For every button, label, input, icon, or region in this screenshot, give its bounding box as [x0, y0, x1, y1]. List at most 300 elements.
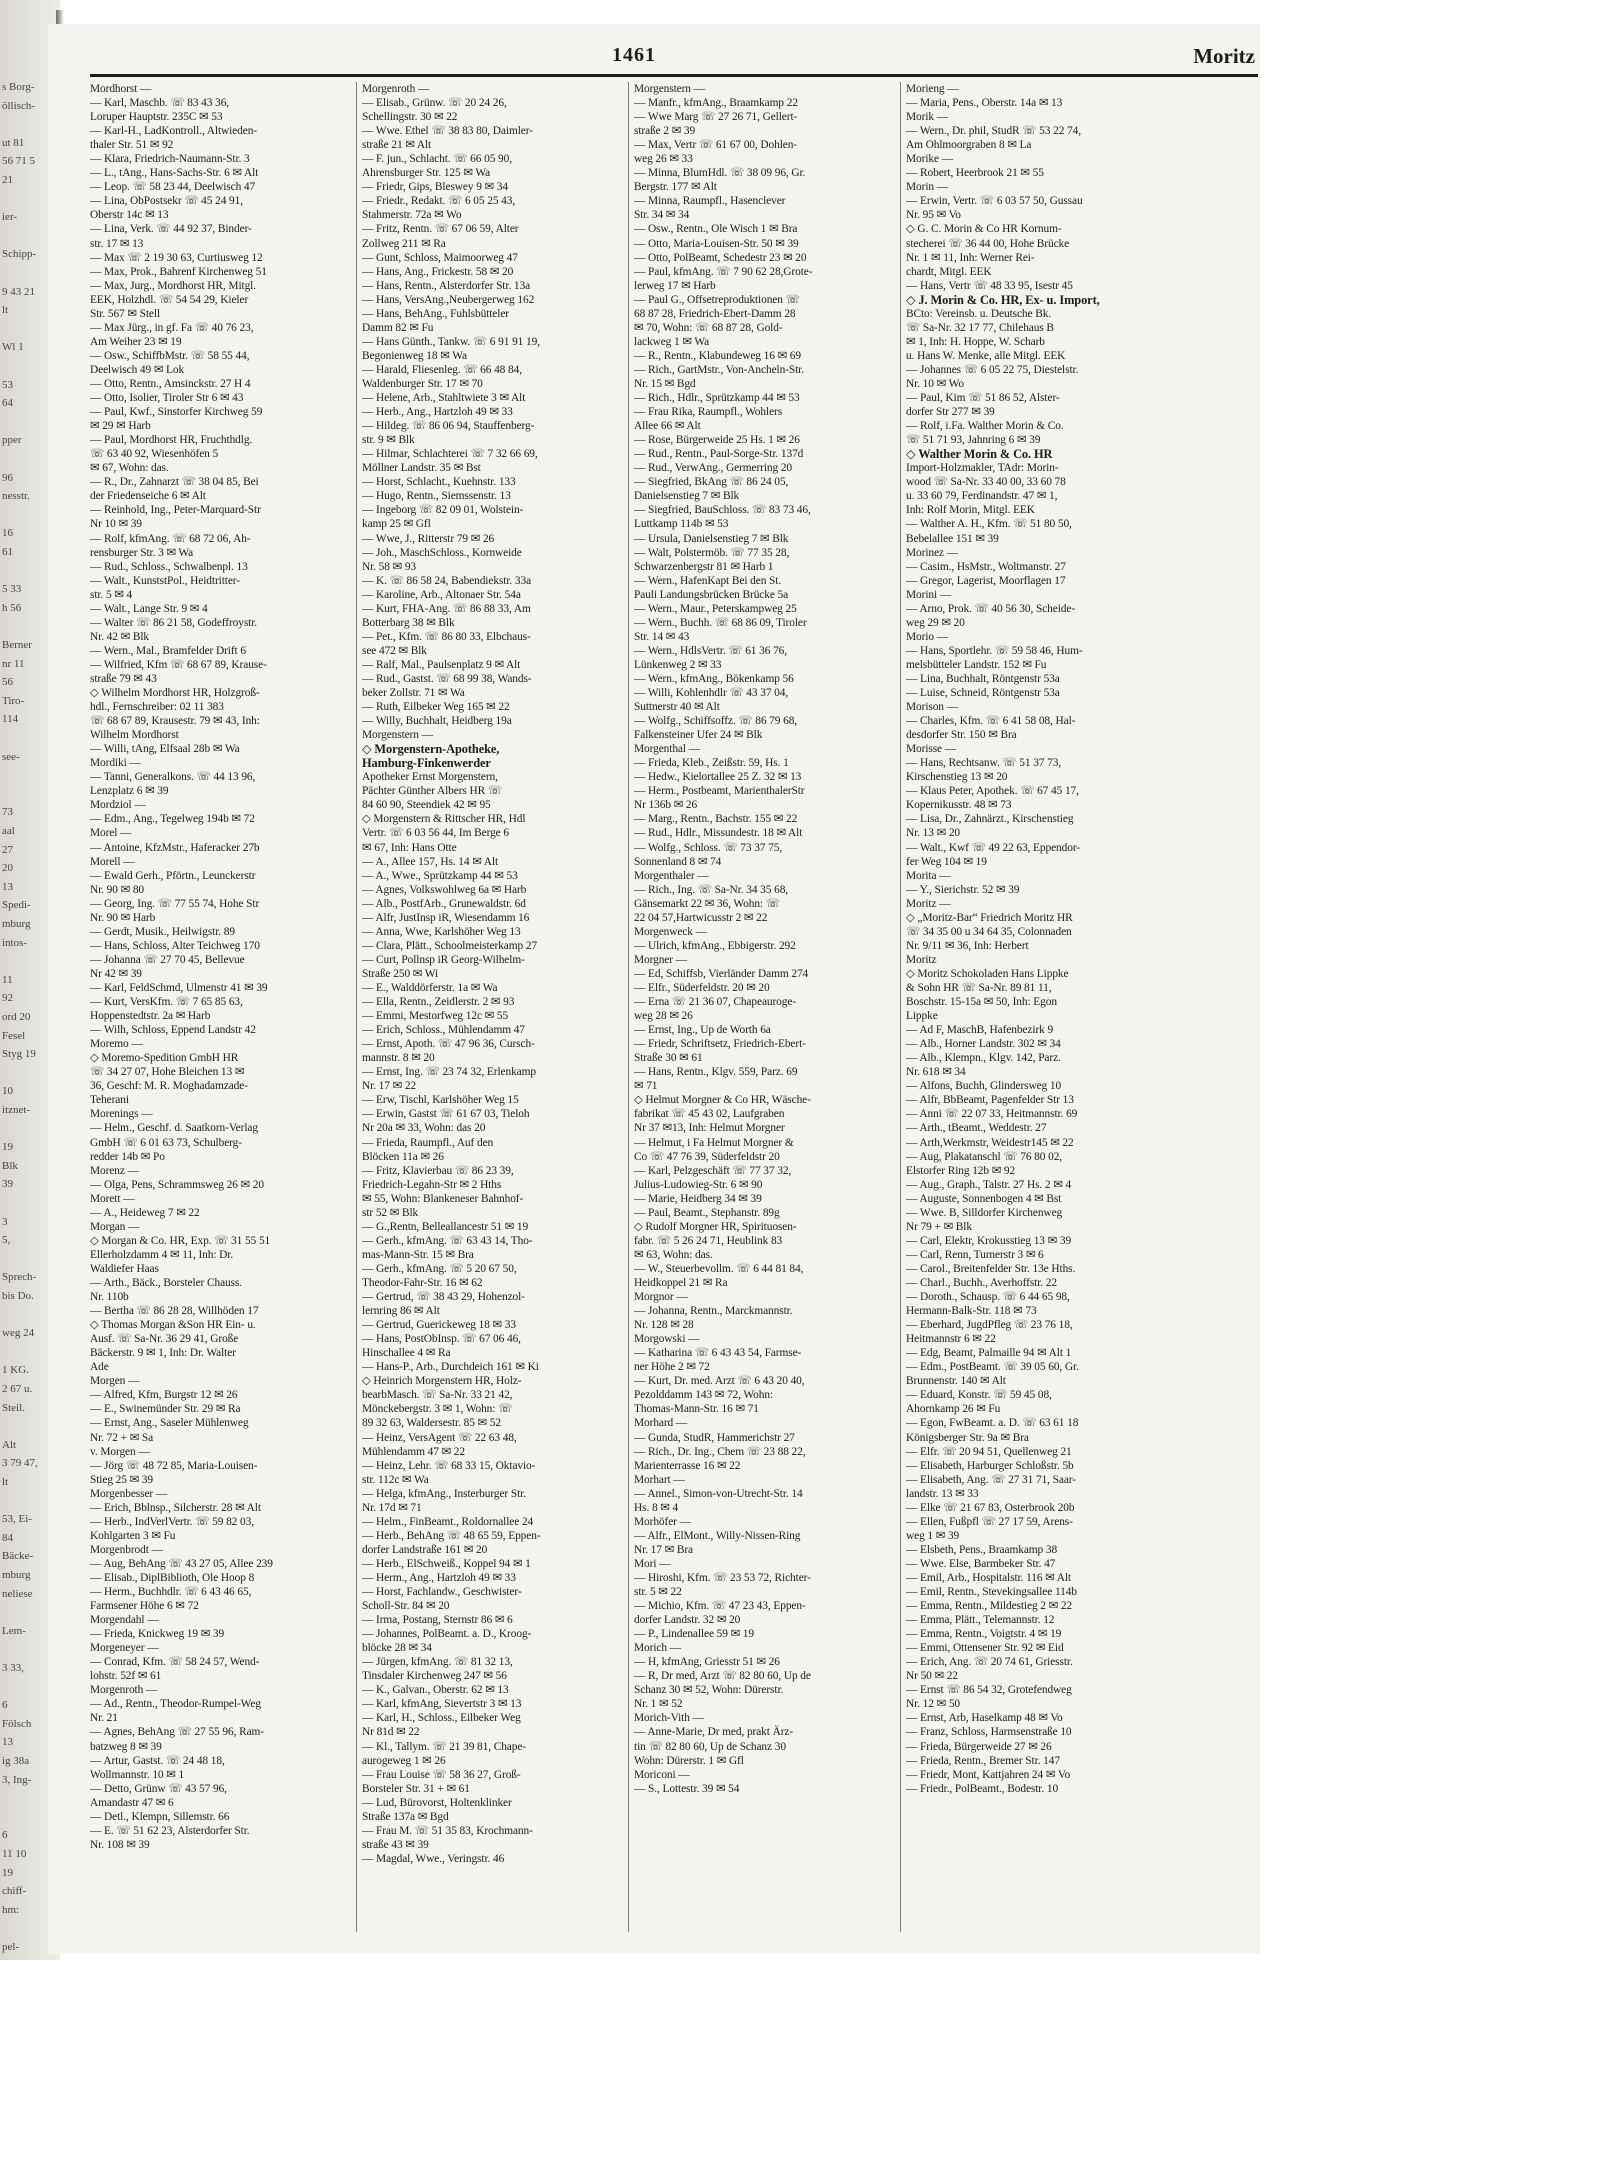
directory-entry-line: — Helm., FinBeamt., Roldornallee 24	[362, 1515, 534, 1528]
directory-entry-line: — Otto, Rentn., Amsinckstr. 27 H 4	[90, 377, 251, 390]
directory-entry-line: Wilhelm Mordhorst	[90, 729, 179, 742]
directory-entry-line: — Eduard, Konstr. ☏ 59 45 08,	[906, 1389, 1052, 1402]
directory-entry-line: — E., Swinemünder Str. 29 ✉ Ra	[90, 1403, 241, 1416]
directory-entry-line: ◇ Helmut Morgner & Co HR, Wäsche-	[634, 1094, 811, 1107]
surname-heading: Morgeneyer —	[90, 1642, 159, 1655]
surname-heading: Morieng —	[906, 83, 959, 95]
directory-entry-line: Lippke	[906, 1010, 938, 1023]
directory-entry-line: Kohlgarten 3 ✉ Fu	[90, 1529, 176, 1542]
directory-entry-line: Nr. 108 ✉ 39	[90, 1838, 150, 1851]
directory-entry-line: — Leop. ☏ 58 23 44, Deelwisch 47	[90, 181, 256, 194]
surname-heading: Morhard —	[634, 1417, 688, 1430]
directory-entry-line: 36, Geschf: M. R. Moghadamzade-	[90, 1080, 248, 1093]
gutter-fragment: 11	[2, 973, 13, 986]
directory-entry-line: — Rich., Dr. Ing., Chem ☏ 23 88 22,	[634, 1445, 806, 1458]
directory-entry-line: — A., Heideweg 7 ✉ 22	[90, 1206, 200, 1219]
gutter-fragment: 84	[2, 1531, 13, 1544]
directory-entry-line: — Detto, Grünw ☏ 43 57 96,	[90, 1782, 227, 1795]
directory-entry-line: Bergstr. 177 ✉ Alt	[634, 181, 717, 194]
directory-entry-line: — Max, Jurg., Mordhorst HR, Mitgl.	[90, 279, 256, 292]
directory-entry-line: — Herb., BehAng ☏ 48 65 59, Eppen-	[362, 1529, 541, 1542]
directory-entry-line: Hermann-Balk-Str. 118 ✉ 73	[906, 1305, 1037, 1318]
directory-entry-line: — Edg, Beamt, Palmaille 94 ✉ Alt 1	[906, 1347, 1072, 1360]
directory-entry-line: — Herb., Ang., Hartzloh 49 ✉ 33	[362, 406, 513, 419]
directory-entry-line: Ellerholzdamm 4 ✉ 11, Inh: Dr.	[90, 1248, 234, 1261]
directory-entry-line: Nr. 1 ✉ 11, Inh: Werner Rei-	[906, 251, 1035, 264]
directory-entry-line: — Curt, Pollnsp iR Georg-Wilhelm-	[362, 953, 525, 966]
gutter-fragment: neliese	[2, 1587, 33, 1600]
gutter-fragment: aal	[2, 825, 15, 837]
directory-entry-line: Hamburg-Finkenwerder	[362, 756, 491, 771]
directory-entry-line: — Hans, Vertr ☏ 48 33 95, Isestr 45	[906, 279, 1073, 292]
directory-entry-line: — Lina, ObPostsekr ☏ 45 24 91,	[90, 195, 243, 208]
directory-entry-line: Lünkenweg 2 ✉ 33	[634, 658, 722, 671]
directory-entry-line: — Jörg ☏ 48 72 85, Maria-Louisen-	[90, 1459, 258, 1472]
directory-entry-line: — Elfr. ☏ 20 94 51, Quellenweg 21	[906, 1445, 1072, 1458]
directory-entry-line: Theodor-Fahr-Str. 16 ✉ 62	[362, 1276, 483, 1289]
directory-entry-line: — Helga, kfmAng., Insterburger Str.	[362, 1487, 526, 1500]
directory-entry-line: — Alfr, JustInsp iR, Wiesendamm 16	[362, 911, 530, 924]
gutter-fragment: Fölsch	[2, 1717, 32, 1730]
directory-entry-line: u. Hans W. Menke, alle Mitgl. EEK	[906, 349, 1066, 362]
directory-entry-line: — Wern., HdlsVertr. ☏ 61 36 76,	[634, 644, 788, 657]
directory-entry-line: — Arth., tBeamt., Weddestr. 27	[906, 1122, 1047, 1135]
directory-entry-line: Nr. 42 ✉ Blk	[90, 630, 149, 643]
directory-entry-line: Pezolddamm 143 ✉ 72, Wohn:	[634, 1389, 774, 1402]
column-divider	[628, 82, 629, 1932]
directory-entry-line: Nr. 13 ✉ 20	[906, 827, 961, 840]
directory-entry-line: ☏ 63 40 92, Wiesenhöfen 5	[90, 448, 219, 461]
directory-entry-line: ✉ 71	[634, 1080, 658, 1093]
directory-entry-line: — Hans, BehAng., Fuhlsbütteler	[362, 307, 509, 320]
directory-entry-line: — Max Jürg., in gf. Fa ☏ 40 76 23,	[90, 321, 254, 334]
gutter-fragment: 73	[2, 806, 13, 819]
surname-heading: Morini —	[906, 588, 952, 601]
directory-entry-line: — Paul, Kwf., Sinstorfer Kirchweg 59	[90, 406, 263, 419]
directory-entry-line: — Wwe. B, Silldorfer Kirchenweg	[906, 1206, 1063, 1219]
directory-entry-line: — Erwin, Gastst ☏ 61 67 03, Tieloh	[362, 1108, 530, 1121]
directory-entry-line: dorfer Landstr. 32 ✉ 20	[634, 1614, 741, 1627]
directory-entry-line: — Agnes, Volkswohlweg 6a ✉ Harb	[362, 883, 527, 896]
directory-entry-line: rensburger Str. 3 ✉ Wa	[90, 546, 194, 559]
directory-entry-line: — Elsbeth, Pens., Braamkamp 38	[906, 1543, 1058, 1556]
directory-entry-line: str. 17 ✉ 13	[90, 237, 144, 250]
directory-entry-line: Schwarzenbergstr 81 ✉ Harb 1	[634, 560, 774, 573]
directory-entry-line: — Hans, Rechtsanw. ☏ 51 37 73,	[906, 757, 1062, 770]
directory-entry-line: — Detl., Klempn, Sillemstr. 66	[90, 1810, 230, 1823]
directory-entry-line: — Edm., Ang., Tegelweg 194b ✉ 72	[90, 813, 255, 826]
gutter-fragment: h 56	[2, 601, 22, 614]
directory-entry-line: — Johanna, Rentn., Marckmannstr.	[634, 1305, 793, 1318]
directory-entry-line: — Gunda, StudR, Hammerichstr 27	[634, 1431, 795, 1444]
directory-entry-line: Nr 79 + ✉ Blk	[906, 1220, 972, 1233]
directory-entry-line: — Karl, Pelzgeschäft ☏ 77 37 32,	[634, 1164, 792, 1177]
gutter-fragment: Bäcke-	[2, 1550, 34, 1563]
surname-heading: Morenings —	[90, 1108, 153, 1121]
directory-entry-line: — Anna, Wwe, Karlshöher Weg 13	[362, 925, 521, 938]
directory-entry-line: tin ☏ 82 80 60, Up de Schanz 30	[634, 1740, 786, 1753]
gutter-fragment: 3, Ing-	[2, 1773, 32, 1786]
directory-entry-line: — Hugo, Rentn., Siemssenstr. 13	[362, 490, 511, 503]
gutter-fragment: 39	[2, 1178, 13, 1191]
directory-entry-line: Bäckerstr. 9 ✉ 1, Inh: Dr. Walter	[90, 1347, 236, 1360]
gutter-fragment: 11 10	[2, 1848, 27, 1860]
directory-entry-line: ◇ Morgenstern-Apotheke,	[362, 742, 500, 757]
directory-entry-line: Allee 66 ✉ Alt	[634, 420, 701, 433]
directory-entry-line: — Osw., SchiffbMstr. ☏ 58 55 44,	[90, 349, 250, 362]
gutter-fragment: 64	[2, 397, 13, 410]
directory-entry-line: Str. 14 ✉ 43	[634, 630, 690, 643]
directory-entry-line: — Wern., Buchh. ☏ 68 86 09, Tiroler	[634, 616, 807, 629]
directory-entry-line: — Ernst, Apoth. ☏ 47 96 36, Cursch-	[362, 1038, 535, 1051]
directory-entry-line: — Maria, Pens., Oberstr. 14a ✉ 13	[906, 97, 1063, 110]
surname-heading: Morgenstern —	[634, 83, 705, 95]
directory-entry-line: — Rose, Bürgerweide 25 Hs. 1 ✉ 26	[634, 434, 800, 447]
directory-entry-line: — Minna, BlumHdl. ☏ 38 09 96, Gr.	[634, 167, 806, 180]
directory-entry-line: — Hilmar, Schlachterei ☏ 7 32 66 69,	[362, 448, 538, 461]
directory-entry-line: mannstr. 8 ✉ 20	[362, 1052, 435, 1065]
directory-entry-line: — Olga, Pens, Schrammsweg 26 ✉ 20	[90, 1178, 264, 1191]
directory-entry-line: fabrikat ☏ 45 43 02, Laufgraben	[634, 1108, 785, 1121]
directory-entry-line: — Max, Prok., Bahrenf Kirchenweg 51	[90, 265, 267, 278]
directory-entry-line: — Luise, Schneid, Röntgenstr 53a	[906, 687, 1060, 700]
directory-entry-line: — Wwe. Else, Barmbeker Str. 47	[906, 1557, 1056, 1570]
directory-entry-line: — Conrad, Kfm. ☏ 58 24 57, Wend-	[90, 1656, 260, 1669]
directory-entry-line: str. 5 ✉ 22	[634, 1586, 682, 1599]
directory-entry-line: lohstr. 52f ✉ 61	[90, 1670, 162, 1683]
directory-entry-line: — Alb., Klempn., Klgv. 142, Parz.	[906, 1052, 1061, 1065]
directory-entry-line: Apotheker Ernst Morgenstern,	[362, 771, 498, 784]
directory-entry-line: — Ellen, Fußpfl ☏ 27 17 59, Arens-	[906, 1515, 1073, 1528]
gutter-fragment: 5,	[2, 1234, 11, 1247]
directory-entry-line: Import-Holzmakler, TAdr: Morin-	[906, 462, 1059, 475]
directory-entry-line: — Irma, Postang, Sternstr 86 ✉ 6	[362, 1614, 513, 1627]
directory-entry-line: Nr. 15 ✉ Bgd	[634, 377, 696, 390]
directory-entry-line: — Erw, Tischl, Karlshöher Weg 15	[362, 1094, 519, 1107]
directory-entry-line: — Karl, FeldSchmd, Ulmenstr 41 ✉ 39	[90, 982, 268, 994]
directory-entry-line: — Helm., Geschf. d. Saatkorn-Verlag	[90, 1122, 258, 1135]
directory-entry-line: — Ingeborg ☏ 82 09 01, Wolstein-	[362, 504, 524, 517]
directory-entry-line: Kirschenstieg 13 ✉ 20	[906, 771, 1008, 784]
directory-entry-line: der Friedenseiche 6 ✉ Alt	[90, 490, 206, 503]
directory-entry-line: weg 26 ✉ 33	[634, 153, 693, 166]
directory-entry-line: — Pet., Kfm. ☏ 86 80 33, Elbchaus-	[362, 630, 531, 643]
directory-entry-line: — F. jun., Schlacht. ☏ 66 05 90,	[362, 153, 512, 166]
gutter-fragment: lt	[2, 304, 9, 317]
directory-entry-line: — Elisab., Grünw. ☏ 20 24 26,	[362, 97, 507, 110]
surname-heading: Mordziol —	[90, 799, 146, 812]
surname-heading: Moriconi —	[634, 1768, 690, 1781]
directory-entry-line: — Frieda, Knickweg 19 ✉ 39	[90, 1628, 225, 1641]
directory-entry-line: — Fritz, Klavierbau ☏ 86 23 39,	[362, 1164, 514, 1177]
directory-entry-line: — Hiroshi, Kfm. ☏ 23 53 72, Richter-	[634, 1571, 811, 1584]
directory-entry-line: — G.,Rentn, Belleallancestr 51 ✉ 19	[362, 1220, 529, 1233]
surname-heading: Morhart —	[634, 1473, 685, 1486]
directory-entry-line: — Rud., Hdlr., Missundestr. 18 ✉ Alt	[634, 827, 803, 840]
directory-entry-line: ◇ Walther Morin & Co. HR	[906, 447, 1053, 462]
directory-entry-line: — Hans, PostObInsp. ☏ 67 06 46,	[362, 1333, 521, 1346]
directory-entry-line: — Carl, Elektr, Krokusstieg 13 ✉ 39	[906, 1234, 1072, 1247]
gutter-fragment: hm:	[2, 1903, 20, 1916]
directory-entry-line: — Elke ☏ 21 67 83, Osterbrook 20b	[906, 1501, 1075, 1514]
directory-entry-line: — Lina, Buchhalt, Röntgenstr 53a	[906, 672, 1060, 685]
directory-entry-line: — Kurt, VersKfm. ☏ 7 65 85 63,	[90, 996, 243, 1009]
gutter-fragment: 27	[2, 843, 13, 856]
directory-entry-line: — H, kfmAng, Griesstr 51 ✉ 26	[634, 1656, 780, 1669]
directory-entry-line: — Tanni, Generalkons. ☏ 44 13 96,	[90, 771, 256, 784]
directory-entry-line: Loruper Hauptstr. 235C ✉ 53	[90, 111, 223, 124]
directory-entry-line: ◇ Heinrich Morgenstern HR, Holz-	[362, 1375, 522, 1388]
surname-heading: Morgenbesser —	[90, 1487, 168, 1500]
gutter-fragment: 1 KG.	[2, 1364, 29, 1377]
directory-entry-line: melsbütteler Landstr. 152 ✉ Fu	[906, 658, 1047, 671]
directory-entry-line: Moritz	[906, 953, 937, 966]
directory-entry-line: — Frau Rika, Raumpfl., Wohlers	[634, 406, 783, 419]
gutter-fragment: ier-	[2, 211, 18, 224]
directory-entry-line: Möllner Landstr. 35 ✉ Bst	[362, 462, 481, 475]
directory-entry-line: Nr. 618 ✉ 34	[906, 1066, 966, 1079]
gutter-fragment: nesstr.	[2, 490, 30, 503]
surname-heading: Morgner —	[634, 953, 687, 966]
directory-entry-line: Hinschallee 4 ✉ Ra	[362, 1347, 451, 1360]
gutter-fragment: Styg 19	[2, 1048, 36, 1061]
directory-entry-line: ☏ 34 27 07, Hohe Bleichen 13 ✉	[90, 1066, 245, 1079]
directory-entry-line: 22 04 57,Hartwicusstr 2 ✉ 22	[634, 911, 768, 924]
directory-entry-line: ☏ Sa-Nr. 32 17 77, Chilehaus B	[906, 321, 1054, 334]
directory-entry-line: Nr. 12 ✉ 50	[906, 1698, 961, 1711]
directory-entry-line: — Auguste, Sonnenbogen 4 ✉ Bst	[906, 1192, 1062, 1205]
gutter-fragment: 56 71 5	[2, 155, 35, 168]
directory-entry-line: — Alfr, BbBeamt, Pagenfelder Str 13	[906, 1094, 1074, 1107]
directory-entry-line: weg 29 ✉ 20	[906, 616, 965, 629]
surname-heading: Morgenstern —	[362, 729, 433, 742]
directory-entry-line: — Paul, Beamt., Stephanstr. 89g	[634, 1206, 780, 1219]
gutter-fragment: mburg	[2, 918, 31, 930]
directory-entry-line: — Emmi, Ottensener Str. 92 ✉ Eid	[906, 1642, 1064, 1655]
gutter-fragment: 13	[2, 1736, 13, 1749]
directory-entry-line: — Ella, Rentn., Zeidlerstr. 2 ✉ 93	[362, 996, 515, 1009]
gutter-fragment: Wl 1	[2, 341, 24, 354]
directory-entry-line: wood ☏ Sa-Nr. 33 40 00, 33 60 78	[906, 476, 1066, 489]
directory-entry-line: weg 28 ✉ 26	[634, 1010, 693, 1023]
gutter-fragment: 96	[2, 471, 13, 484]
directory-entry-line: — Hans, VersAng.,Neubergerweg 162	[362, 293, 535, 306]
directory-entry-line: — Annel., Simon-von-Utrecht-Str. 14	[634, 1487, 803, 1500]
directory-entry-line: — Alb., PostfArb., Grunewaldstr. 6d	[362, 897, 526, 910]
directory-entry-line: — Rolf, kfmAng. ☏ 68 72 06, Ah-	[90, 532, 251, 545]
directory-entry-line: Vertr. ☏ 6 03 56 44, Im Berge 6	[362, 827, 509, 840]
directory-entry-line: ◇ Wilhelm Mordhorst HR, Holzgroß-	[90, 687, 260, 700]
directory-entry-line: Hs. 8 ✉ 4	[634, 1501, 679, 1514]
directory-entry-line: — Herm., Postbeamt, MarienthalerStr	[634, 785, 805, 798]
directory-entry-line: weg 1 ✉ 39	[906, 1529, 960, 1542]
directory-entry-line: Kopernikusstr. 48 ✉ 73	[906, 799, 1012, 812]
directory-entry-line: — E. ☏ 51 62 23, Alsterdorfer Str.	[90, 1824, 250, 1837]
directory-entry-line: — Franz, Schloss, Harmsenstraße 10	[906, 1726, 1072, 1739]
directory-entry-line: Straße 250 ✉ Wi	[362, 967, 439, 980]
directory-entry-line: Am Ohlmoorgraben 8 ✉ La	[906, 139, 1032, 152]
surname-heading: Morgenthal —	[634, 743, 700, 756]
directory-entry-line: — Edm., PostBeamt. ☏ 39 05 60, Gr.	[906, 1361, 1079, 1374]
directory-entry-line: blöcke 28 ✉ 34	[362, 1642, 432, 1655]
directory-entry-line: — Reinhold, Ing., Peter-Marquard-Str	[90, 504, 261, 517]
surname-heading: Morich-Vith —	[634, 1712, 704, 1725]
directory-entry-line: — Walt., Lange Str. 9 ✉ 4	[90, 602, 208, 615]
directory-entry-line: Boschstr. 15-15a ✉ 50, Inh: Egon	[906, 996, 1057, 1009]
surname-heading: Morgen —	[90, 1375, 140, 1388]
directory-entry-line: Königsberger Str. 9a ✉ Bra	[906, 1431, 1029, 1444]
directory-entry-line: Nr 20a ✉ 33, Wohn: das 20	[362, 1122, 486, 1135]
directory-entry-line: Ausf. ☏ Sa-Nr. 36 29 41, Große	[90, 1333, 239, 1346]
surname-heading: Morgenweck —	[634, 925, 707, 938]
surname-heading: Morgendahl —	[90, 1614, 159, 1627]
directory-entry-line: — Friedr., Redakt. ☏ 6 05 25 43,	[362, 195, 516, 208]
directory-entry-line: straße 2 ✉ 39	[634, 125, 696, 138]
directory-entry-line: see 472 ✉ Blk	[362, 644, 427, 657]
directory-entry-line: Luttkamp 114b ✉ 53	[634, 518, 729, 531]
directory-entry-line: Oberstr 14c ✉ 13	[90, 209, 169, 222]
column-divider	[356, 82, 357, 1932]
directory-entry-line: Nr. 9/11 ✉ 36, Inh: Herbert	[906, 939, 1029, 952]
directory-entry-line: — Hans Günth., Tankw. ☏ 6 91 91 19,	[362, 335, 540, 348]
directory-entry-line: Nr 10 ✉ 39	[90, 518, 142, 531]
gutter-fragment: bis Do.	[2, 1290, 34, 1302]
directory-entry-line: — Alfons, Buchh, Glindersweg 10	[906, 1080, 1062, 1093]
directory-entry-line: — Heinz, VersAgent ☏ 22 63 48,	[362, 1431, 517, 1444]
directory-entry-line: stecherei ☏ 36 44 00, Hohe Brücke	[906, 237, 1070, 250]
directory-entry-line: — Ursula, Danielsenstieg 7 ✉ Blk	[634, 532, 789, 545]
directory-entry-line: ✉ 29 ✉ Harb	[90, 420, 151, 433]
surname-heading: Morgenroth —	[362, 83, 430, 95]
directory-entry-line: Nr. 110b	[90, 1291, 129, 1304]
gutter-fragment: 114	[2, 713, 19, 726]
directory-entry-line: — Frau M. ☏ 51 35 83, Krochmann-	[362, 1824, 533, 1837]
gutter-fragment: 5 33	[2, 583, 22, 596]
directory-entry-line: — Walther A. H., Kfm. ☏ 51 80 50,	[906, 518, 1072, 531]
surname-heading: Morgnor —	[634, 1291, 688, 1304]
directory-entry-line: — Ernst, Ing., Up de Worth 6a	[634, 1024, 771, 1037]
directory-entry-line: — Lina, Verk. ☏ 44 92 37, Binder-	[90, 223, 252, 236]
surname-heading: Moremo —	[90, 1038, 143, 1051]
directory-entry-line: Amandastr 47 ✉ 6	[90, 1796, 174, 1809]
directory-entry-line: — Emma, Plätt., Telemannstr. 12	[906, 1614, 1055, 1627]
directory-entry-line: — Walt., Kwf ☏ 49 22 63, Eppendor-	[906, 841, 1080, 854]
gutter-fragment: 19	[2, 1141, 13, 1154]
surname-heading: Morett —	[90, 1192, 135, 1205]
directory-entry-line: GmbH ☏ 6 01 63 73, Schulberg-	[90, 1136, 242, 1149]
directory-entry-line: — Arth,Werkmstr, Weidestr145 ✉ 22	[906, 1136, 1074, 1149]
directory-entry-line: str. 112c ✉ Wa	[362, 1473, 429, 1486]
directory-entry-line: — Friedr., PolBeamt., Bodestr. 10	[906, 1782, 1059, 1795]
directory-entry-line: — Gertrud, Guerickeweg 18 ✉ 33	[362, 1319, 516, 1332]
directory-entry-line: — Anni ☏ 22 07 33, Heitmannstr. 69	[906, 1108, 1078, 1121]
surname-heading: Morenz —	[90, 1164, 139, 1177]
surname-heading: Morich —	[634, 1642, 681, 1655]
directory-entry-line: — S., Lottestr. 39 ✉ 54	[634, 1782, 740, 1795]
directory-entry-line: — Walt., KunststPol., Heidtritter-	[90, 574, 240, 587]
directory-entry-line: straße 21 ✉ Alt	[362, 139, 432, 152]
directory-entry-line: — Rich., Hdlr., Sprützkamp 44 ✉ 53	[634, 392, 800, 405]
directory-entry-line: — Rud., Schloss., Schwalbenpl. 13	[90, 560, 248, 573]
directory-entry-line: Nr. 21	[90, 1712, 118, 1725]
directory-entry-line: Gänsemarkt 22 ✉ 36, Wohn: ☏	[634, 897, 780, 910]
directory-entry-line: Zollweg 211 ✉ Ra	[362, 237, 446, 250]
gutter-fragment: öllisch-	[2, 99, 35, 112]
directory-entry-line: — Friedr, Mont, Kattjahren 24 ✉ Vo	[906, 1768, 1071, 1781]
surname-heading: Morisse —	[906, 743, 957, 756]
directory-entry-line: — Willi, tAng, Elfsaal 28b ✉ Wa	[90, 743, 240, 756]
directory-entry-line: — R., Dr., Zahnarzt ☏ 38 04 85, Bei	[90, 476, 259, 489]
directory-entry-line: — Kl., Tallym. ☏ 21 39 81, Chape-	[362, 1740, 527, 1753]
directory-entry-line: — Paul G., Offsetreproduktionen ☏	[634, 293, 800, 306]
directory-entry-line: — Rolf, i.Fa. Walther Morin & Co.	[906, 420, 1064, 433]
directory-entry-line: Danielsenstieg 7 ✉ Blk	[634, 490, 740, 503]
gutter-fragment: 6	[2, 1699, 8, 1712]
directory-entry-line: — Ad F, MaschB, Hafenbezirk 9	[906, 1024, 1054, 1037]
directory-entry-line: — Ulrich, kfmAng., Ebbigerstr. 292	[634, 939, 796, 952]
directory-entry-line: ✉ 55, Wohn: Blankeneser Bahnhof-	[362, 1192, 524, 1205]
directory-entry-line: Am Weiher 23 ✉ 19	[90, 335, 182, 348]
directory-entry-line: Suttnerstr 40 ✉ Alt	[634, 701, 720, 714]
directory-entry-line: — Arno, Prok. ☏ 40 56 30, Scheide-	[906, 602, 1076, 615]
column-divider	[900, 82, 901, 1932]
directory-entry-line: lernring 86 ✉ Alt	[362, 1305, 440, 1318]
directory-entry-line: — Ewald Gerh., Pförtn., Leunckerstr	[90, 869, 256, 882]
directory-entry-line: — Artur, Gastst. ☏ 24 48 18,	[90, 1754, 225, 1767]
directory-entry-line: — Wern., Mal., Bramfelder Drift 6	[90, 644, 246, 657]
directory-entry-line: — Horst, Schlacht., Kuehnstr. 133	[362, 476, 516, 489]
directory-entry-line: landstr. 13 ✉ 33	[906, 1487, 979, 1500]
directory-entry-line: Ahornkamp 26 ✉ Fu	[906, 1403, 1001, 1416]
directory-entry-line: — Hans, Schloss, Alter Teichweg 170	[90, 939, 260, 952]
directory-entry-line: ner Höhe 2 ✉ 72	[634, 1361, 710, 1374]
directory-entry-line: Ade	[90, 1361, 109, 1374]
directory-entry-line: — Alb., Horner Landstr. 302 ✉ 34	[906, 1038, 1061, 1051]
directory-entry-line: fer Weg 104 ✉ 19	[906, 855, 987, 868]
directory-entry-line: ◇ Moremo-Spedition GmbH HR	[90, 1052, 239, 1065]
directory-entry-line: — Emma, Rentn., Mildestieg 2 ✉ 22	[906, 1600, 1073, 1613]
directory-entry-line: EEK, Holzhdl. ☏ 54 54 29, Kieler	[90, 293, 249, 306]
directory-entry-line: — Carl, Renn, Turnerstr 3 ✉ 6	[906, 1248, 1044, 1261]
directory-entry-line: — Siegfried, BkAng ☏ 86 24 05,	[634, 476, 789, 489]
gutter-fragment: 3 79 47,	[2, 1457, 38, 1470]
surname-heading: Morgenroth —	[90, 1684, 158, 1697]
header-rule	[90, 74, 1258, 77]
directory-entry-line: — Erich, Bblnsp., Silcherstr. 28 ✉ Alt	[90, 1501, 261, 1514]
gutter-fragment: Spedi-	[2, 899, 31, 912]
directory-entry-line: — Michio, Kfm. ☏ 47 23 43, Eppen-	[634, 1600, 806, 1613]
directory-entry-line: — Arth., Bäck., Borsteler Chauss.	[90, 1276, 243, 1289]
directory-entry-line: — Karl, H., Schloss., Eilbeker Weg	[362, 1712, 521, 1725]
directory-entry-line: — Walter ☏ 86 21 58, Godeffroystr.	[90, 616, 258, 629]
directory-entry-line: — Hans, Rentn., Klgv. 559, Parz. 69	[634, 1066, 798, 1079]
surname-heading: Morik —	[906, 111, 949, 124]
directory-entry-line: — Max, Vertr ☏ 61 67 00, Dohlen-	[634, 139, 798, 152]
directory-entry-line: Scholl-Str. 84 ✉ 20	[362, 1600, 450, 1613]
gutter-fragment: Blk	[2, 1159, 18, 1172]
directory-entry-line: Nr 42 ✉ 39	[90, 967, 142, 980]
directory-entry-line: — Bertha ☏ 86 28 28, Willhöden 17	[90, 1305, 259, 1318]
directory-entry-line: — Frau Louise ☏ 58 36 27, Groß-	[362, 1768, 521, 1781]
directory-entry-line: — Marg., Rentn., Bachstr. 155 ✉ 22	[634, 813, 798, 826]
directory-entry-line: — Siegfried, BauSchloss. ☏ 83 73 46,	[634, 504, 811, 517]
directory-entry-line: — Frieda, Kleb., Zeißstr. 59, Hs. 1	[634, 757, 789, 770]
directory-entry-line: — Kurt, FHA-Ang. ☏ 86 88 33, Am	[362, 602, 531, 615]
directory-entry-line: — Johannes, PolBeamt. a. D., Kroog-	[362, 1628, 532, 1641]
directory-entry-line: — Erna ☏ 21 36 07, Chapeauroge-	[634, 996, 797, 1009]
directory-entry-line: Nr. 90 ✉ 80	[90, 883, 145, 896]
directory-entry-line: — Gerh., kfmAng. ☏ 5 20 67 50,	[362, 1262, 517, 1275]
